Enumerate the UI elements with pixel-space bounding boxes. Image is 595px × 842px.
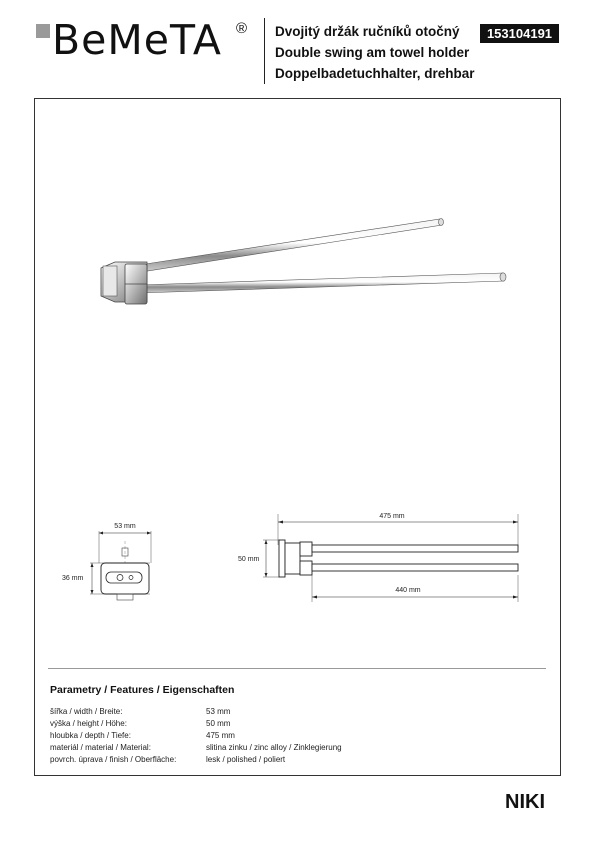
param-value: 50 mm <box>206 719 231 728</box>
param-row <box>50 706 342 718</box>
side-length-label: 475 mm <box>379 513 405 520</box>
param-label: šířka / width / Breite: <box>50 707 123 716</box>
section-divider <box>48 668 546 669</box>
product-image <box>95 210 515 320</box>
front-width-label: 53 mm <box>114 523 136 530</box>
param-value: 475 mm <box>206 731 235 740</box>
side-bar-label: 440 mm <box>395 587 421 594</box>
param-label: hloubka / depth / Tiefe: <box>50 731 131 740</box>
title-cz: Dvojitý držák ručníků otočný <box>275 24 460 39</box>
front-height-label: 36 mm <box>62 575 84 582</box>
param-value: slitina zinku / zinc alloy / Zinklegierung <box>206 743 342 752</box>
param-row <box>50 730 342 742</box>
title-en: Double swing am towel holder <box>275 45 470 60</box>
logo-wordmark: BeMeTA <box>52 16 222 64</box>
header-divider <box>264 18 265 84</box>
param-row <box>50 718 342 730</box>
title-de: Doppelbadetuchhalter, drehbar <box>275 66 475 81</box>
brand-logo <box>36 18 251 62</box>
param-value: lesk / polished / poliert <box>206 755 286 764</box>
param-label: materiál / material / Material: <box>50 743 151 752</box>
logo-square-icon <box>36 24 50 38</box>
param-row <box>50 754 342 766</box>
product-titles <box>275 21 475 84</box>
param-row <box>50 742 342 754</box>
drawing-frame <box>34 98 561 776</box>
parameters-title: Parametry / Features / Eigenschaften <box>50 684 235 696</box>
registered-mark: ® <box>236 20 248 37</box>
product-code-badge: 153104191 <box>480 24 559 43</box>
series-name: NIKI <box>505 791 545 813</box>
side-height-label: 50 mm <box>238 556 260 563</box>
param-value: 53 mm <box>206 707 231 716</box>
param-label: povrch. úprava / finish / Oberfläche: <box>50 755 177 764</box>
parameters-table <box>50 706 342 766</box>
param-label: výška / height / Höhe: <box>50 719 127 728</box>
